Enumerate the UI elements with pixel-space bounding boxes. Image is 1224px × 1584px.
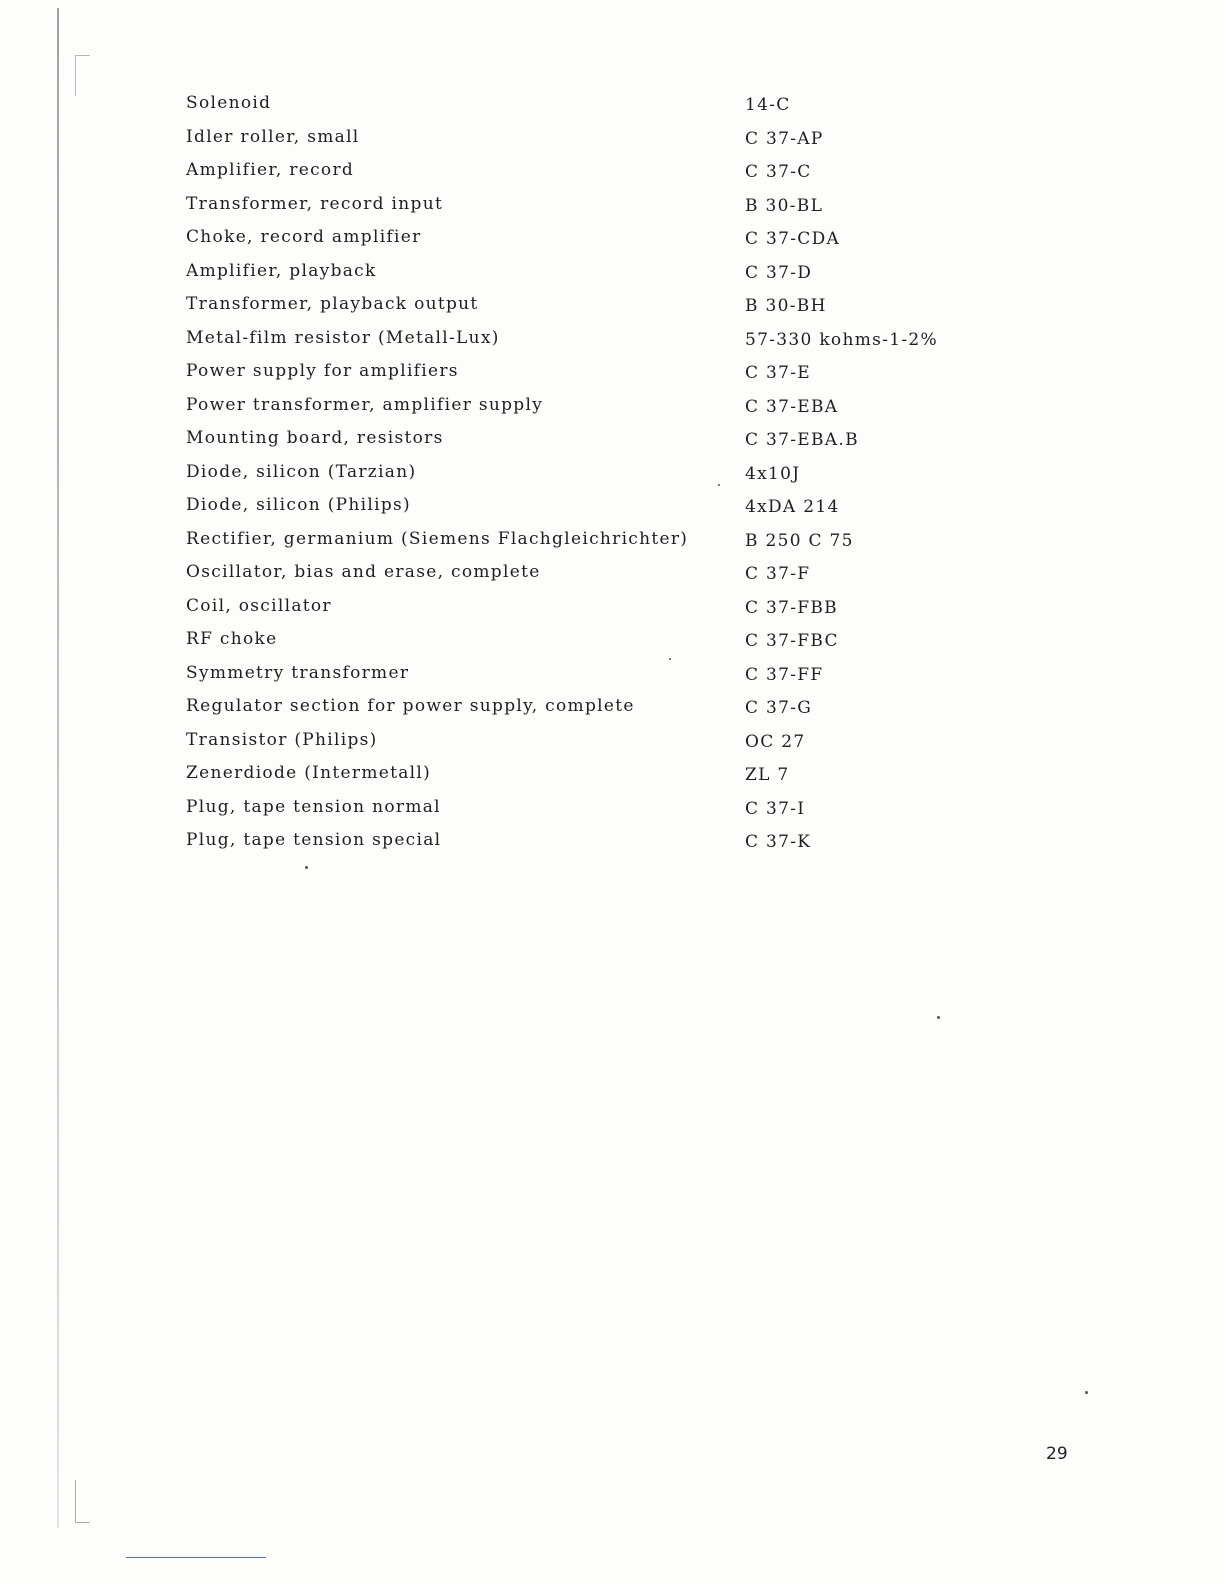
part-description: Regulator section for power supply, complete — [186, 696, 635, 716]
parts-list — [186, 91, 986, 862]
bottom-edge-line — [126, 1557, 266, 1558]
part-description: RF choke — [186, 629, 278, 649]
part-row — [186, 493, 986, 527]
part-number: B 30-BH — [745, 296, 827, 316]
part-description: Symmetry transformer — [186, 662, 410, 683]
part-description: Choke, record amplifier — [186, 227, 422, 247]
part-number: OC 27 — [745, 731, 806, 752]
part-description: Mounting board, resistors — [186, 428, 444, 448]
part-description: Transformer, record input — [186, 193, 444, 214]
part-number: C 37-AP — [745, 128, 824, 149]
part-row — [186, 259, 986, 293]
part-row — [186, 527, 986, 561]
part-row — [186, 125, 986, 159]
part-row — [186, 594, 986, 628]
part-number: 4x10J — [745, 463, 801, 484]
part-number: C 37-FBB — [745, 597, 838, 618]
part-number: C 37-F — [745, 564, 811, 584]
part-description: Rectifier, germanium (Siemens Flachgleichrichter) — [186, 528, 689, 549]
part-row — [186, 426, 986, 460]
part-row — [186, 728, 986, 762]
scan-speck — [1085, 1391, 1088, 1394]
part-description: Plug, tape tension special — [186, 830, 442, 850]
part-description: Zenerdiode (Intermetall) — [186, 763, 432, 783]
part-number: C 37-EBA — [745, 396, 839, 417]
part-description: Coil, oscillator — [186, 595, 332, 616]
part-row — [186, 795, 986, 829]
part-description: Oscillator, bias and erase, complete — [186, 562, 541, 582]
part-row — [186, 292, 986, 326]
part-description: Plug, tape tension normal — [186, 796, 441, 817]
part-row — [186, 91, 986, 125]
part-number: B 250 C 75 — [745, 530, 854, 551]
part-description: Diode, silicon (Philips) — [186, 495, 411, 515]
part-row — [186, 225, 986, 259]
part-description: Amplifier, playback — [186, 260, 377, 281]
part-number: C 37-I — [745, 798, 806, 819]
part-description: Amplifier, record — [186, 160, 355, 180]
part-description: Idler roller, small — [186, 126, 360, 147]
part-number: C 37-D — [745, 262, 813, 283]
part-number: ZL 7 — [745, 765, 790, 785]
scan-speck — [937, 1016, 940, 1019]
part-number: C 37-E — [745, 363, 811, 383]
binding-edge-line — [57, 8, 59, 1528]
part-description: Diode, silicon (Tarzian) — [186, 461, 417, 482]
scan-bracket-bottom — [75, 1480, 90, 1523]
part-number: 57-330 kohms-1-2% — [745, 329, 938, 350]
part-number: C 37-FBC — [745, 631, 839, 651]
part-description: Transistor (Philips) — [186, 729, 378, 750]
scan-bracket-top — [75, 55, 90, 96]
part-description: Solenoid — [186, 93, 272, 113]
part-row — [186, 460, 986, 494]
part-number: C 37-C — [745, 162, 812, 182]
part-number: 14-C — [745, 95, 791, 115]
part-row — [186, 359, 986, 393]
part-row — [186, 326, 986, 360]
part-row — [186, 192, 986, 226]
page-number: 29 — [1046, 1444, 1068, 1464]
part-number: C 37-K — [745, 832, 812, 852]
part-number: 4xDA 214 — [745, 497, 840, 517]
part-row — [186, 661, 986, 695]
part-number: C 37-EBA.B — [745, 430, 859, 450]
part-description: Metal-film resistor (Metall-Lux) — [186, 327, 500, 348]
part-number: B 30-BL — [745, 195, 824, 216]
part-description: Power transformer, amplifier supply — [186, 394, 544, 415]
scan-speck — [305, 866, 308, 869]
part-row — [186, 158, 986, 192]
part-row — [186, 627, 986, 661]
part-row — [186, 393, 986, 427]
part-row — [186, 560, 986, 594]
part-description: Transformer, playback output — [186, 294, 479, 314]
part-number: C 37-CDA — [745, 229, 841, 249]
part-number: C 37-FF — [745, 664, 824, 685]
part-description: Power supply for amplifiers — [186, 361, 459, 381]
part-row — [186, 828, 986, 862]
part-row — [186, 694, 986, 728]
part-number: C 37-G — [745, 698, 813, 718]
part-row — [186, 761, 986, 795]
